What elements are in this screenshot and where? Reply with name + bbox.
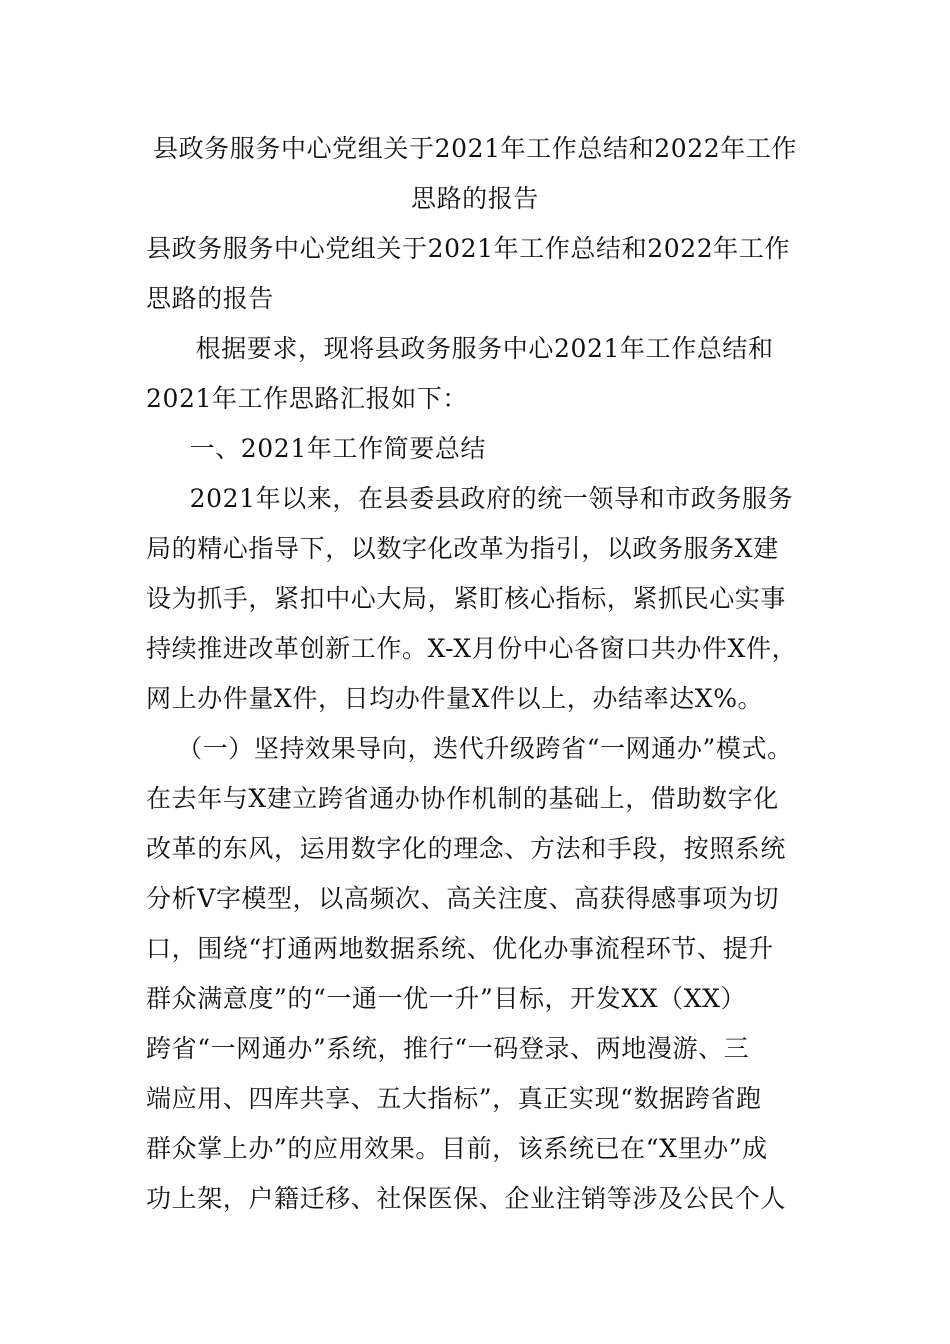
body-line-6: 设为抓手，紧扣中心大局，紧盯核心指标，紧抓民心实事 xyxy=(146,584,787,613)
body-line-16: 端应用、四库共享、五大指标”，真正实现“数据跨省跑 xyxy=(146,1084,762,1113)
body-line-4: 2021年以来，在县委县政府的统一领导和市政务服务 xyxy=(164,484,794,513)
section-heading-1: 一、2021年工作简要总结 xyxy=(164,434,487,463)
body-line-12: 分析V字模型，以高频次、高关注度、高获得感事项为切 xyxy=(146,884,780,913)
body-line-10: 在去年与X建立跨省通办协作机制的基础上，借助数字化 xyxy=(146,784,779,813)
repeated-title-line-1: 县政务服务中心党组关于2021年工作总结和2022年工作 xyxy=(146,234,791,263)
body-line-1: 根据要求，现将县政务服务中心2021年工作总结和 xyxy=(170,334,774,363)
body-line-5: 局的精心指导下，以数字化改革为指引，以政务服务X建 xyxy=(146,534,779,563)
body-line-14: 群众满意度”的“一通一优一升”目标，开发XX（XX） xyxy=(146,984,747,1013)
body-line-8: 网上办件量X件，日均办件量X件以上，办结率达X%。 xyxy=(146,684,764,713)
body-line-18: 功上架，户籍迁移、社保医保、企业注销等涉及公民个人 xyxy=(146,1184,787,1213)
body-line-7: 持续推进改革创新工作。X-X月份中心各窗口共办件X件， xyxy=(146,634,798,663)
body-line-13: 口，围绕“打通两地数据系统、优化办事流程环节、提升 xyxy=(146,934,774,963)
document-title-line-2: 思路的报告 xyxy=(410,184,539,213)
body-line-17: 群众掌上办”的应用效果。目前，该系统已在“X里办”成 xyxy=(146,1134,768,1163)
body-line-11: 改革的东风，运用数字化的理念、方法和手段，按照系统 xyxy=(146,834,787,863)
document-title-line-1: 县政务服务中心党组关于2021年工作总结和2022年工作 xyxy=(152,134,798,163)
body-line-15: 跨省“一网通办”系统，推行“一码登录、两地漫游、三 xyxy=(146,1034,750,1063)
repeated-title-line-2: 思路的报告 xyxy=(146,284,275,313)
subsection-heading-1: （一）坚持效果导向，迭代升级跨省“一网通办”模式。 xyxy=(164,734,793,763)
body-line-2: 2021年工作思路汇报如下： xyxy=(146,384,469,413)
